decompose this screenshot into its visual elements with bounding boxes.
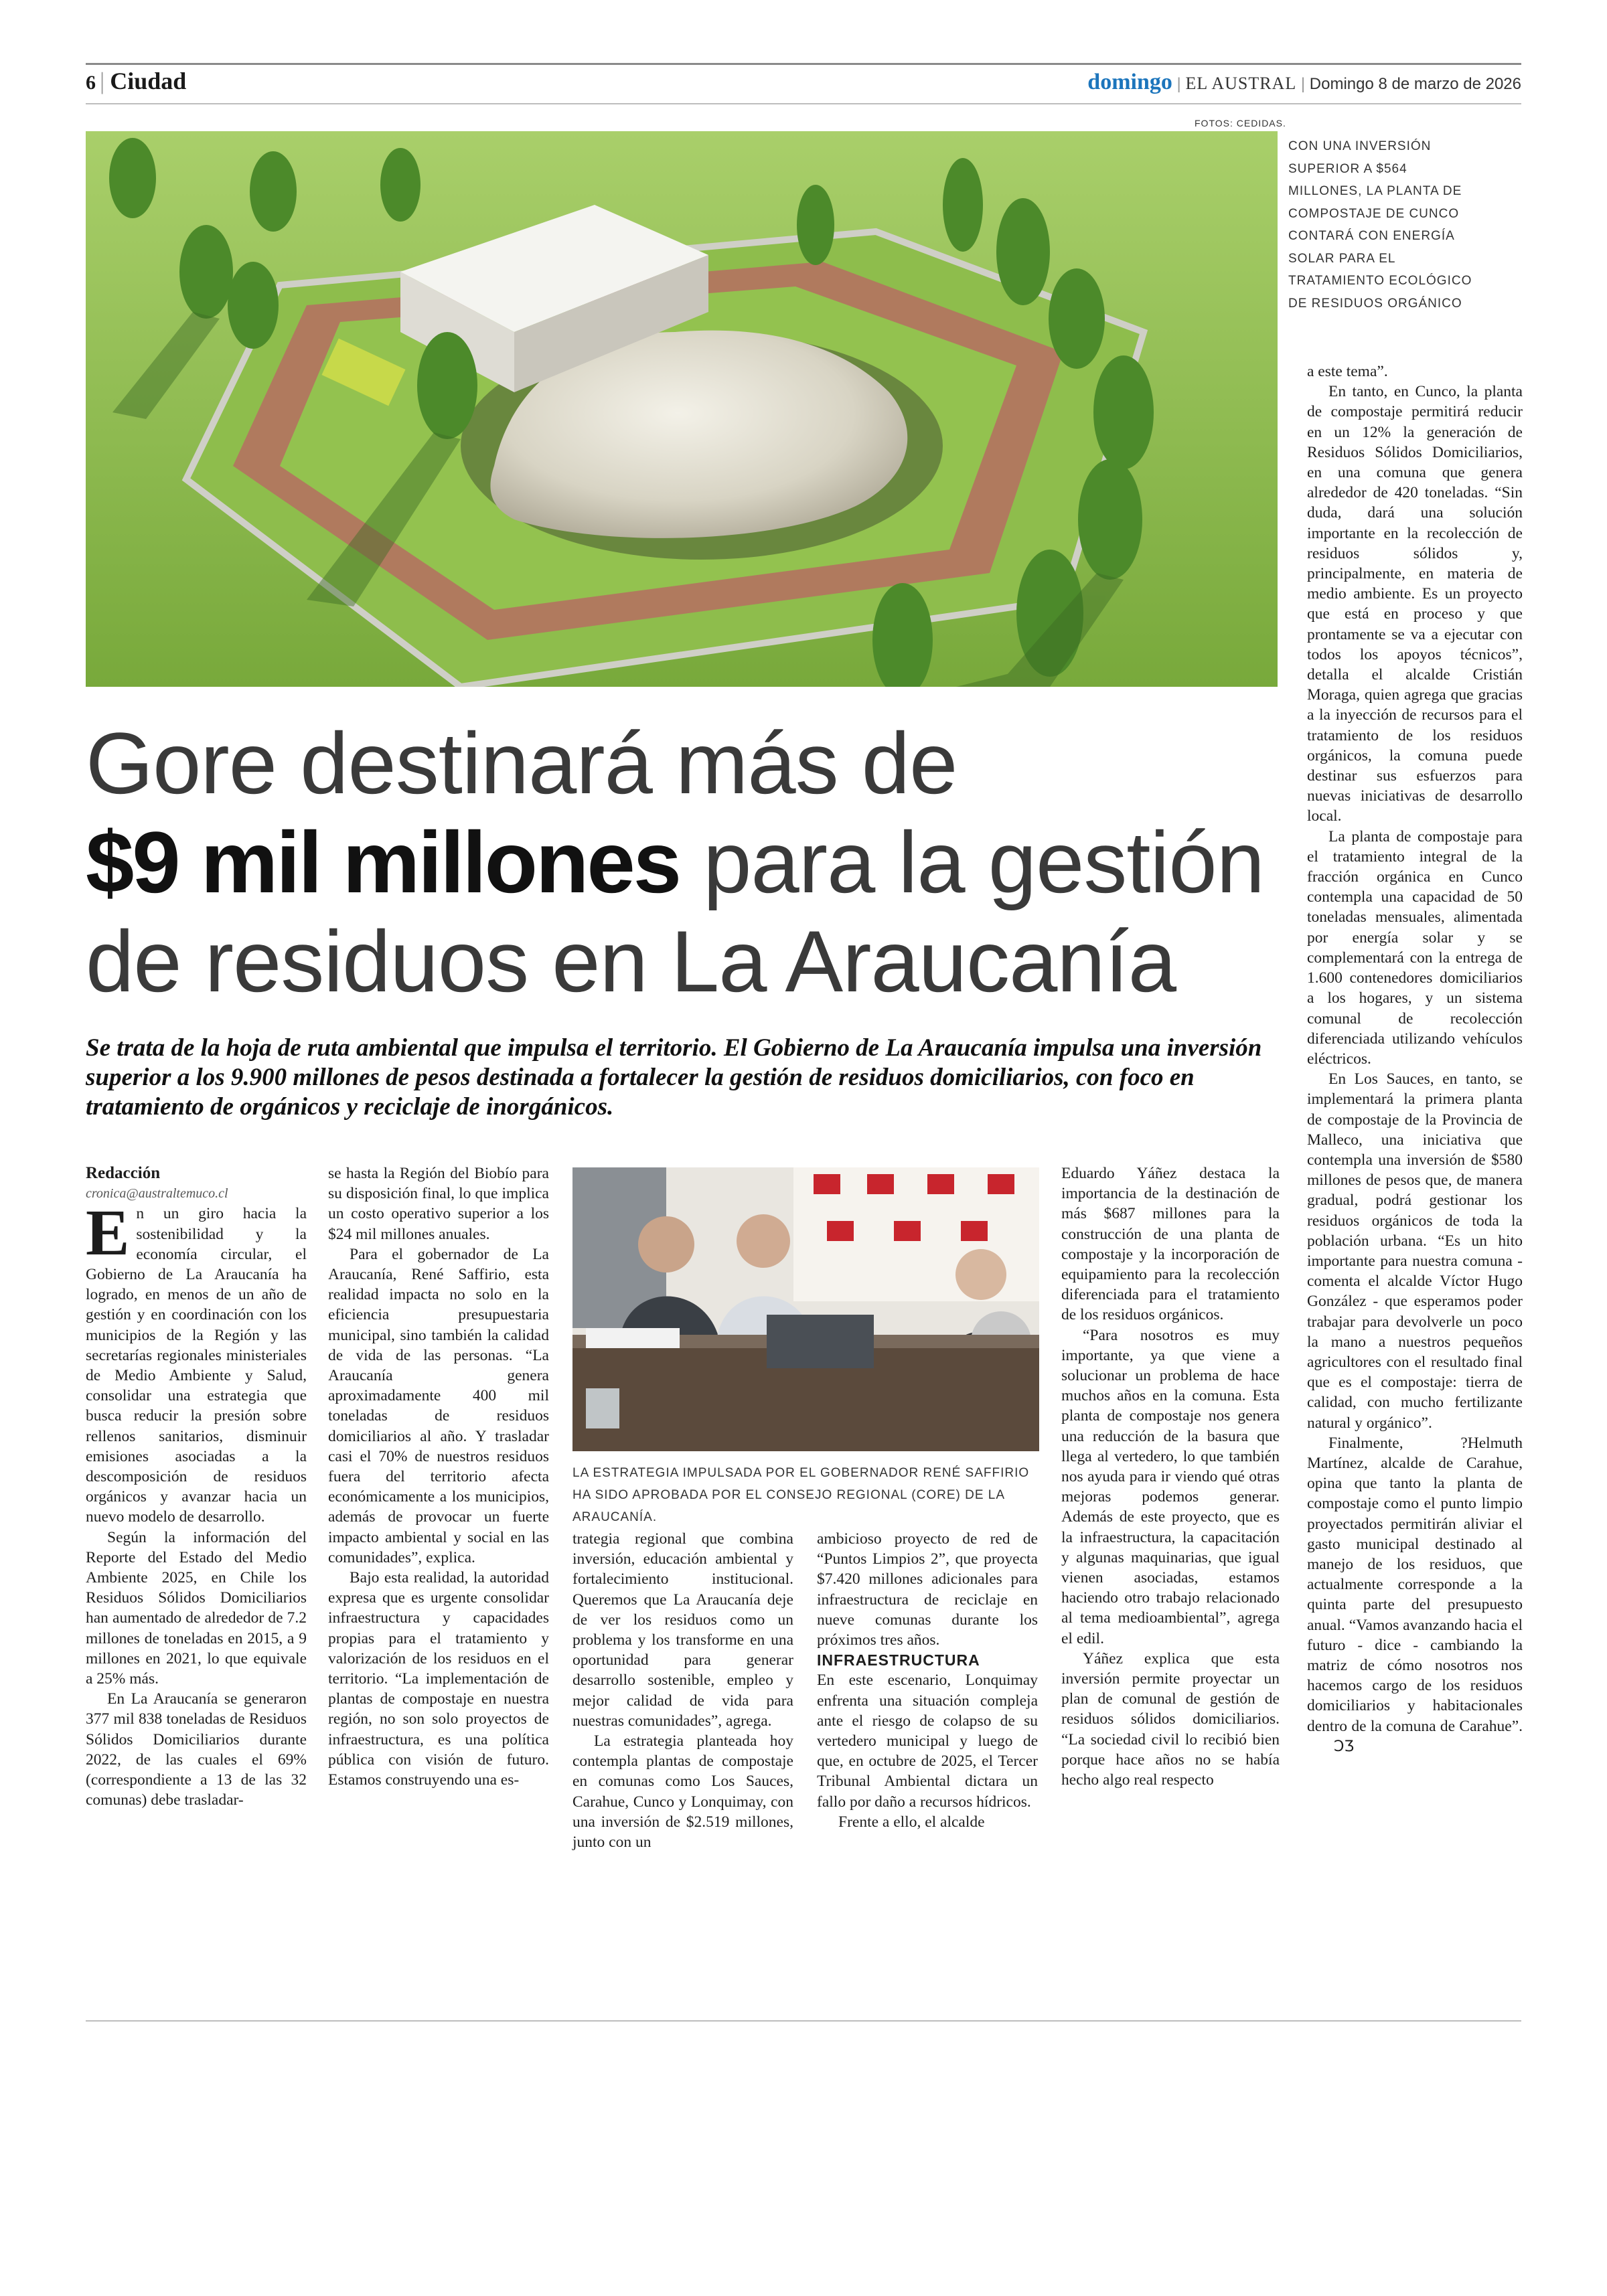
paragraph: a este tema”. xyxy=(1307,363,1388,380)
paragraph: Según la información del Reporte del Estado del Medio Ambiente 2025, en Chile los Residuos Sólidos Domiciliarios han aumentado de alrededor de 7.2 millones de toneladas en 2015, a 9 millones en 2021, lo que equivale a 25% más. xyxy=(86,1528,307,1688)
paragraph xyxy=(86,1197,307,1527)
photo-credit: FOTOS: CEDIDAS. xyxy=(1195,118,1286,129)
paragraph: ambicioso proyecto de red de “Puntos Limpios 2”, que proyecta $7.420 millones adicionales para infraestructura de reciclaje en nueve comunas durante los próximos tres años. xyxy=(817,1530,1038,1649)
paragraph: En tanto, en Cunco, la planta de compostaje permitirá reducir en un 12% la generación de Residuos Sólidos Domiciliarios, en una comuna que genera alrededor de 420 toneladas. “Sin duda, dará una solución importante en la recolección de residuos sólidos y, principalmente, en materia de medio ambiente. Es un proyecto que está en proceso y que prontamente se va a ejecutar con todos los apoyos técnicos”, detalla el alcalde Cristián Moraga, quien agrega que gracias a la inyección de recursos para el tratamiento de los residuos orgánicos, la comuna puede destinar sus esfuerzos para nuevas iniciativas de desarrollo local. xyxy=(1307,383,1523,825)
article-column-2 xyxy=(328,1163,549,1790)
headline-line-3: de residuos en La Araucanía xyxy=(86,912,1176,1010)
article-column-3 xyxy=(572,1529,793,1852)
paragraph: Para el gobernador de La Araucanía, René Saffirio, esta realidad impacta no solo en la eficiencia presupuestaria municipal, sino también la calidad de vida de las personas. “La Araucanía genera aproximadamente 400 mil toneladas de residuos domiciliarios al año. Y trasladar casi el 70% de nuestros residuos fuera del territorio afecta económicamente a los municipios, además de provocar un fuerte impacto ambiental y social en las comunidades”, explica. xyxy=(328,1245,549,1566)
paragraph: Eduardo Yáñez destaca la importancia de la destinación de más $687 millones para la construcción de una planta de compostaje y la incorporación de equipamiento para la recolección diferenciada para el tratamiento de los residuos orgánicos. xyxy=(1061,1165,1280,1324)
paragraph: En este escenario, Lonquimay enfrenta una situación compleja ante el riesgo de colapso de su vertedero municipal y luego de que, en octubre de 2025, el Tercer Tribunal Ambiental dictara un fallo por daño a recursos hídricos. xyxy=(817,1671,1038,1811)
compost-plant-rendering xyxy=(86,131,1278,687)
header-rule xyxy=(86,103,1521,104)
header-separator: | xyxy=(1176,75,1181,93)
paragraph: La estrategia planteada hoy contempla plantas de compostaje en comunas como Los Sauces, Carahue, Cunco y Lonquimay, con una inversión de $2.519 millones, junto con un xyxy=(572,1732,793,1852)
paragraph: se hasta la Región del Biobío para su disposición final, lo que implica un costo operativo superior a los $24 mil millones anuales. xyxy=(328,1165,549,1243)
paragraph: En Los Sauces, en tanto, se implementará la primera planta de compostaje de la Provincia de Malleco, una iniciativa que contempla una inversión de $580 millones de pesos que, de manera gradual, podrá gestionar los residuos orgánicos de toda la población urbana. “Es un hito importante para nuestra comuna - comenta el alcalde Víctor Hugo González - que esperamos poder trabajar para devolverle un poco la mano a nuestros pequeños agricultores con el resultado final que es el compostaje: tierra de calidad, con mucho fertilizante natural y orgánico”. xyxy=(1307,1070,1523,1432)
publication-date: Domingo 8 de marzo de 2026 xyxy=(1309,75,1521,93)
meeting-illustration xyxy=(572,1167,1039,1451)
paragraph-text: n un giro hacia la sostenibilidad y la economía circular, el Gobierno de La Araucanía ha logrado, en menos de un año de gestión y en coordinación con los municipios de la Región y las secretarías regionales ministeriales de Medio Ambiente y Salud, consolidar una estrategia que busca reducir la presión sobre rellenos sanitarios, disminuir emisiones asociadas a la descomposición de residuos orgánicos y avanzar hacia un nuevo modelo de desarrollo. xyxy=(86,1205,307,1526)
second-photo-caption: LA ESTRATEGIA IMPULSADA POR EL GOBERNADOR RENÉ SAFFIRIO HA SIDO APROBADA POR EL CONSEJO REGIONAL (CORE) DE LA ARAUCANÍA. xyxy=(572,1466,1030,1524)
article-column-4 xyxy=(817,1529,1038,1832)
water-glass xyxy=(586,1388,619,1428)
papers xyxy=(586,1328,680,1348)
council-meeting-photo xyxy=(572,1167,1039,1451)
article-column-6 xyxy=(1307,361,1523,1757)
paragraph: La planta de compostaje para el tratamiento integral de la fracción orgánica en Cunco contempla una capacidad de 50 toneladas mensuales, alimentada por energía solar y se complementará con la entrega de 1.600 contenedores domiciliarios a los hogares, y un sistema comunal de recolección diferenciada utilizando vehículos eléctricos. xyxy=(1307,827,1523,1068)
article-column-1 xyxy=(86,1163,307,1811)
section-subhead: INFRAESTRUCTURA xyxy=(817,1651,980,1669)
top-rule xyxy=(86,63,1521,65)
laptop xyxy=(767,1315,874,1368)
paragraph: “Para nosotros es muy importante, ya que viene a solucionar un problema de hace muchos años en la comuna. Esta planta de compostaje nos genera una reducción de la basura que llega al vertedero, lo que también nos ayuda para ir viendo qué otras mejoras podemos generar. Además de este proyecto, que es la infraestructura, la capacitación y algunas maquinarias, que igual vienen asociadas, estamos haciendo otro trabajo relacionado al tema medioambiental”, agrega el edil. xyxy=(1061,1326,1280,1647)
paragraph-text: Finalmente, ?Helmuth Martínez, alcalde de Carahue, opina que tanto la planta de compostaje como el punto limpio proyectados permitirán aliviar el gasto municipal destinado al manejo de los residuos, que actualmente corresponde a la quinta parte del presupuesto anual. “Vamos avanzando hacia el futuro - dice - cambiando la matriz de cómo nosotros nos hacemos cargo de los residuos domiciliarios y habitacionales dentro de la comuna de Carahue”. xyxy=(1307,1434,1523,1735)
article-deck: Se trata de la hoja de ruta ambiental que impulsa el territorio. El Gobierno de La Araucanía impulsa una inversión superior a los 9.900 millones de pesos destinada a fortalecer la gestión de residuos domiciliarios, con foco en tratamiento de orgánicos y reciclaje de inorgánicos. xyxy=(86,1034,1262,1121)
headline xyxy=(86,714,1278,1011)
header-separator: | xyxy=(100,68,105,94)
article-column-5 xyxy=(1061,1163,1280,1790)
paragraph xyxy=(1307,1433,1523,1757)
end-mark-icon: ↃƷ xyxy=(1334,1738,1355,1755)
header-separator: | xyxy=(1300,75,1306,93)
masthead-strip xyxy=(1087,70,1521,95)
paragraph: En La Araucanía se generaron 377 mil 838 toneladas de Residuos Sólidos Domiciliarios durante 2022, de las cuales el 69% (correspondiente a 13 de las 32 comunas) debe trasladar- xyxy=(86,1690,307,1809)
paragraph: trategia regional que combina inversión, educación ambiental y fortalecimiento institucional. Queremos que La Araucanía deje de ver los residuos como un problema y los transforme en una oportunidad para generar desarrollo sostenible, empleo y mejor calidad de vida para nuestras comunidades”, agrega. xyxy=(572,1530,793,1730)
headline-line-2: para la gestión xyxy=(680,813,1264,911)
paragraph: Bajo esta realidad, la autoridad expresa que es urgente consolidar infraestructura y capacidades propias para el tratamiento y valorización de los residuos en el territorio. “La implementación de plantas de compostaje en nuestra región, no son solo proyectos de infraestructura, es una política pública con visión de futuro. Estamos construyendo una es- xyxy=(328,1569,549,1789)
author-email: cronica@australtemuco.cl xyxy=(86,1186,228,1202)
byline: Redacción xyxy=(86,1164,161,1182)
main-photo-caption: CON UNA INVERSIÓN SUPERIOR A $564 MILLONES, LA PLANTA DE COMPOSTAJE DE CUNCO CONTARÁ CON ENERGÍA SOLAR PARA EL TRATAMIENTO ECOLÓGICO DE RESIDUOS ORGÁNICO xyxy=(1288,139,1472,311)
headline-line-1: Gore destinará más de xyxy=(86,714,958,812)
paragraph: Yáñez explica que esta inversión permite proyectar un plan de comunal de gestión de residuos sólidos domiciliarios. “La sociedad civil lo recibió bien porque hace años no se había hecho algo real respecto xyxy=(1061,1649,1280,1789)
plant-illustration xyxy=(86,131,1278,687)
headline-amount: $9 mil millones xyxy=(86,813,680,911)
page-number: 6 xyxy=(86,72,96,94)
paragraph: Frente a ello, el alcalde xyxy=(838,1813,985,1831)
section-name: Ciudad xyxy=(110,68,187,94)
newspaper-name: EL AUSTRAL xyxy=(1185,74,1297,93)
edition-label: domingo xyxy=(1087,70,1172,94)
bottom-rule xyxy=(86,2020,1521,2022)
section-header xyxy=(86,67,186,95)
drop-cap: E xyxy=(86,1197,130,1270)
